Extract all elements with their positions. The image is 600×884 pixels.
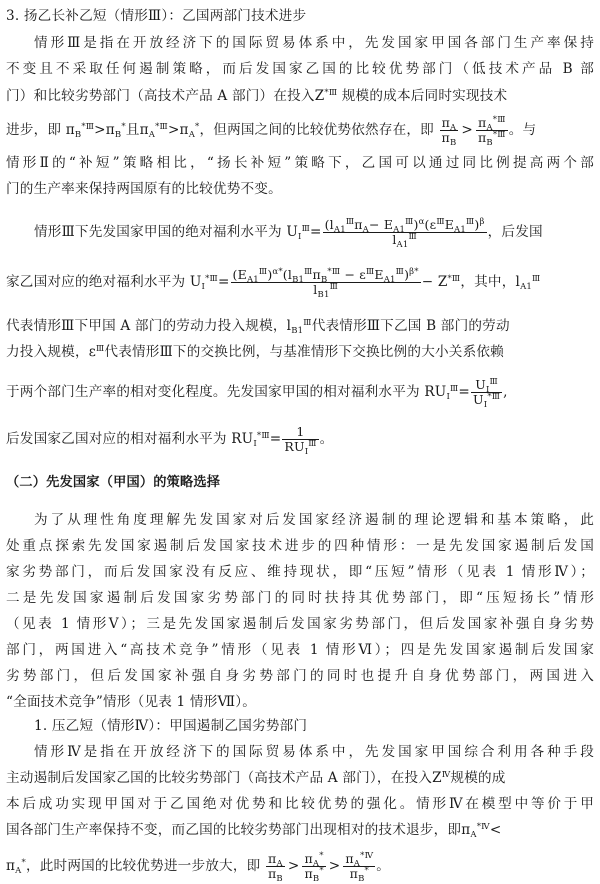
paragraph-line: 家劣势部门，而后发国家没有反应、维持现状，即“压短”情形（见表 1 情形Ⅳ）； [6,564,594,580]
math-fraction: $\frac{\pi_A^{*Ⅲ}}{\pi_B^{*Ⅲ}}$ [477,115,506,148]
section-heading-strategy-choice: （二）先发国家（甲国）的策略选择 [6,475,221,490]
paragraph-line: 本后成功实现甲国对于乙国绝对优势和比较优势的强化。情形Ⅳ在模型中等价于甲 [6,796,594,812]
paragraph-line: 情形Ⅳ是指在开放经济下的国际贸易体系中，先发国家甲国综合利用各种手段 [34,744,594,760]
paragraph-line: 不变且不采取任何遏制策略，而后发国家乙国的比较优势部门（低技术产品 B 部 [6,61,594,77]
paragraph-line: 主动遏制后发国家乙国的比较劣势部门（高技术产品 A 部门），在投入$Z^Ⅳ$规模的成 [6,770,506,786]
paragraph-line: $\pi_A^*$，此时两国的比较优势进一步放大，即 $\frac{\pi_A}{\pi_B}$ > $\frac{\pi_A^*}{\pi_B^*}$ > $\frac{\pi_A^{*Ⅳ}}{\pi_B^*}$ 。 [6,851,391,884]
paragraph-line: 家乙国对应的绝对福利水平为 $U_Ⅰ^{*Ⅲ}=$ $\frac{(E_{A1}^Ⅲ)^{\alpha*}(l_{B1}^Ⅲ\pi_B^{*Ⅲ} - \varepsilon^ⅢE_{A1}^Ⅲ)^{\beta*}}{l_{B1}^Ⅲ}$ − $Z^{*Ⅲ}$，其中，$l_{A1}^Ⅲ$ [6,267,541,300]
math-inequality: $\pi_A^{*Ⅳ}<$ [461,822,502,840]
math-formula: $RU_Ⅰ^Ⅲ=$ $\frac{U_Ⅰ^Ⅲ}{U_Ⅰ^{*Ⅲ}}$ , [424,377,508,410]
paragraph-line: 门的生产率来保持两国原有的比较优势不变。 [6,181,282,197]
paragraph-line: 劣势部门，但后发国家补强自身劣势部门的同时也提升自身优势部门，两国进入 [6,668,594,684]
math-fraction: $\frac{\pi_A^*}{\pi_B^*}$ [304,851,324,884]
paragraph-line: “全面技术竞争”情形（见表 1 情形Ⅶ）。 [6,694,257,710]
math-formula: $U_Ⅰ^Ⅲ=$ $\frac{(l_{A1}^Ⅲ\pi_A- E_{A1}^Ⅲ)^\alpha(\varepsilon^ⅢE_{A1}^Ⅲ)^\beta}{l_{A1}^Ⅲ}$ [286,217,485,250]
paragraph-line: 部门，两国进入“高技术竞争”情形（见表 1 情形Ⅵ）；四是先发国家遏制后发国家 [6,642,594,658]
paragraph-line: 为了从理性角度理解先发国家对后发国家经济遏制的理论逻辑和基本策略，此 [34,512,594,528]
math-fraction: $\frac{\pi_A}{\pi_B}$ [267,851,283,884]
paragraph-line: 二是先发国家遏制后发国家劣势部门的同时扶持其优势部门，即“压短扬长”情形 [6,590,594,606]
paragraph-line: 代表情形Ⅲ下甲国 A 部门的劳动力投入规模，$l_{B1}^Ⅲ$代表情形Ⅲ下乙国 B 部门的劳动 [6,318,510,336]
paragraph-line: 门）和比较劣势部门（高技术产品 A 部门）在投入$Z^{*Ⅲ}$ 规模的成本后同时实现技术 [6,88,508,104]
paragraph-line: 后发国家乙国对应的相对福利水平为 $RU_Ⅰ^{*Ⅲ}=$ $\frac{1}{RU_Ⅰ^Ⅲ}$ 。 [6,424,334,457]
section-heading-scenario-3: 3. 扬乙长补乙短（情形Ⅲ）：乙国两部门技术进步 [6,8,307,24]
section-heading-scenario-4: 1. 压乙短（情形Ⅳ）：甲国遏制乙国劣势部门 [34,718,308,734]
paragraph-line: 于两个部门生产率的相对变化程度。先发国家甲国的相对福利水平为 $RU_Ⅰ^Ⅲ=$ $\frac{U_Ⅰ^Ⅲ}{U_Ⅰ^{*Ⅲ}}$ , [6,377,508,410]
paragraph-line: 情形Ⅲ是指在开放经济下的国际贸易体系中，先发国家甲国各部门生产率保持 [34,35,594,51]
paragraph-line: 国各部门生产率保持不变，而乙国的比较劣势部门出现相对的技术退步，即$\pi_A^{*Ⅳ}<$ [6,822,502,840]
math-superscript: *Ⅲ [324,88,338,98]
paragraph-line: 处重点探索先发国家遏制后发国家技术进步的四种情形：一是先发国家遏制后发国 [6,538,594,554]
math-inequality: $\pi_B^{*Ⅲ}>\pi_B^*$且$\pi_A^{*Ⅲ}>\pi_A^*$ [65,122,200,140]
paragraph-line: （见表 1 情形Ⅴ）；三是先发国家遏制后发国家劣势部门，但后发国家补强自身劣势 [6,616,594,632]
paragraph-line: 力投入规模，$\varepsilon^Ⅲ$代表情形Ⅲ下的交换比例，与基准情形下交换比例的大小关系依赖 [6,344,504,360]
math-formula: $U_Ⅰ^{*Ⅲ}=$ $\frac{(E_{A1}^Ⅲ)^{\alpha*}(l_{B1}^Ⅲ\pi_B^{*Ⅲ} - \varepsilon^ⅢE_{A1}^Ⅲ)^{\beta*}}{l_{B1}^Ⅲ}$ − $Z^{*Ⅲ}$ [189,267,461,300]
math-fraction: $\frac{\pi_A^{*Ⅳ}}{\pi_B^*}$ [345,851,374,884]
paragraph-line: 情形Ⅲ下先发国家甲国的绝对福利水平为 $U_Ⅰ^Ⅲ=$ $\frac{(l_{A1}^Ⅲ\pi_A- E_{A1}^Ⅲ)^\alpha(\varepsilon^ⅢE_{A1}^Ⅲ)^\beta}{l_{A1}^Ⅲ}$ ，后发国 [34,217,543,250]
math-fraction: $\frac{\pi_A}{\pi_B}$ [441,115,457,148]
math-formula: $RU_Ⅰ^{*Ⅲ}=$ $\frac{1}{RU_Ⅰ^Ⅲ}$ [231,424,317,457]
paragraph-line: 进步，即 $\pi_B^{*Ⅲ}>\pi_B^*$且$\pi_A^{*Ⅲ}>\pi_A^*$，但两国之间的比较优势依然存在，即 $\frac{\pi_A}{\pi_B}$ > $\frac{\pi_A^{*Ⅲ}}{\pi_B^{*Ⅲ}}$ 。与 [6,115,537,148]
paragraph-line: 情形Ⅱ的“补短”策略相比，“扬长补短”策略下，乙国可以通过同比例提高两个部 [6,155,594,171]
